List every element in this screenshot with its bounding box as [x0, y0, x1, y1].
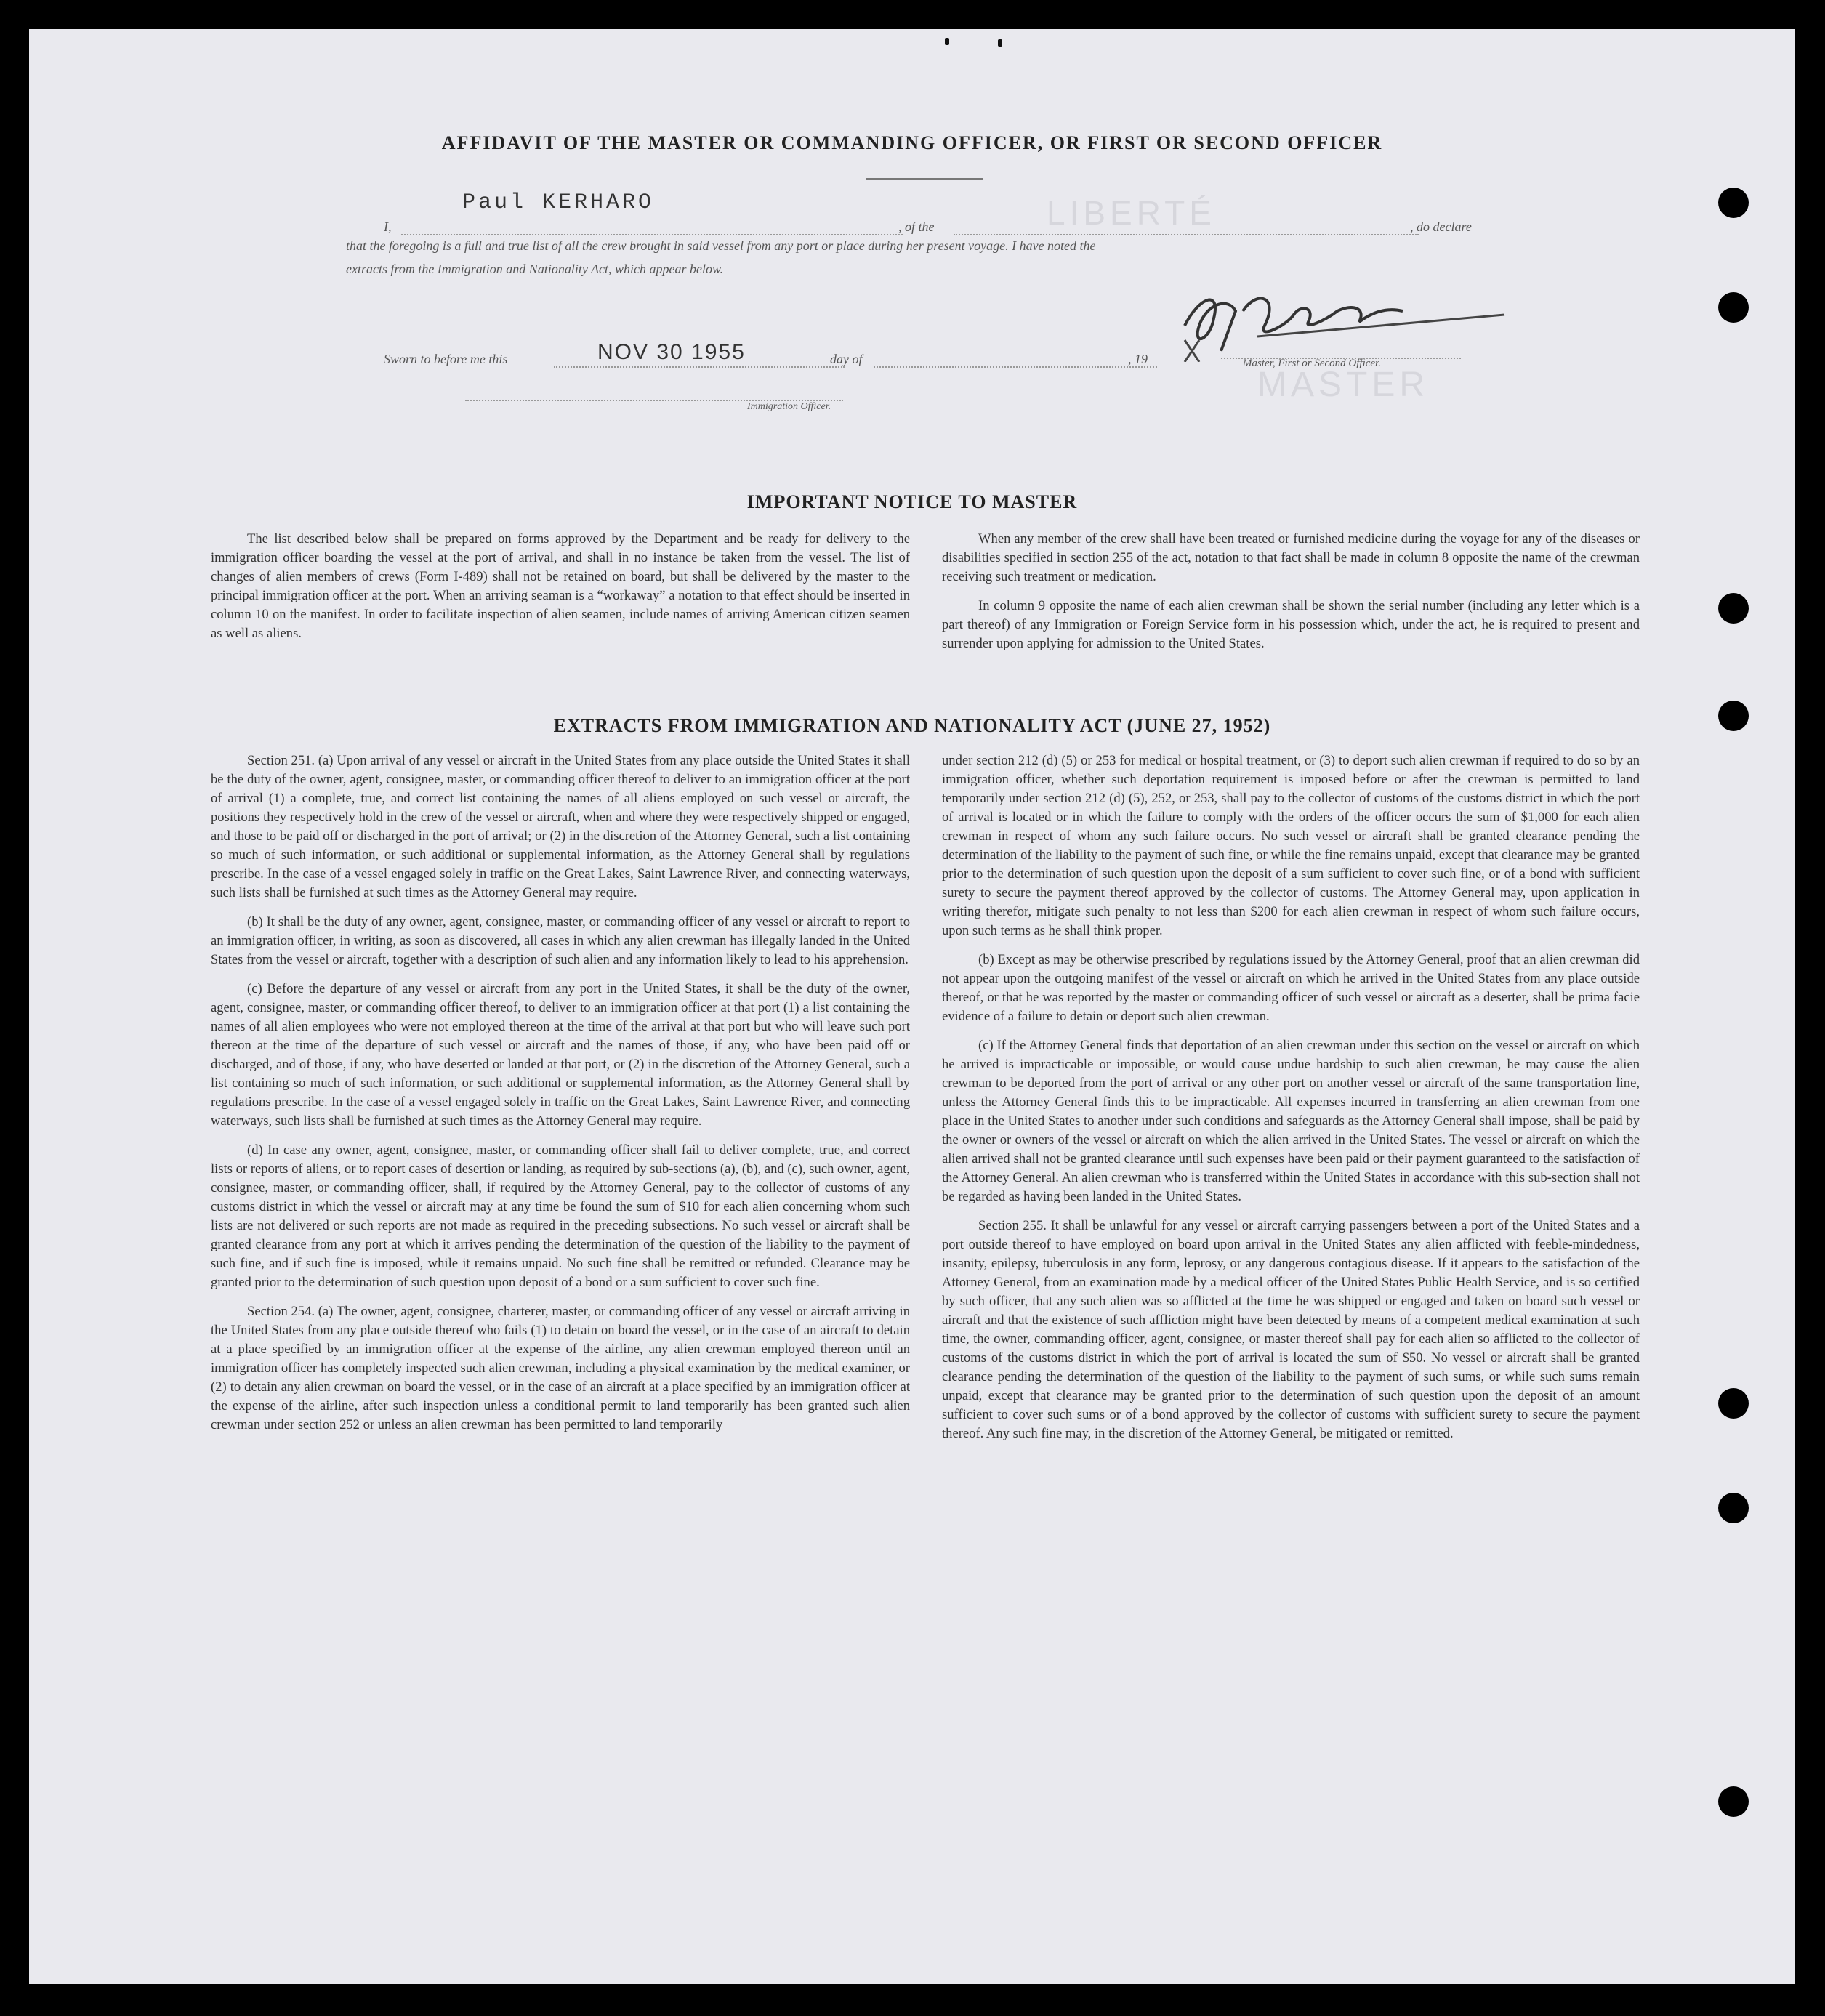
notice-left-paragraph: The list described below shall be prepared on forms approved by the Department and be ready for delivery to the immigration officer boarding the vessel at the port of arrival, and shall in no instance be taken from the vessel. The list of changes of alien members of crews (Form I-489) shall not be retained on board, but shall be delivered by the master to the principal immigration officer at the port. When an arriving seaman is a “workaway” a notation to that effect should be inserted in column 10 on the manifest. In order to facilitate inspection of alien seamen, include names of arriving American citizen seamen as well as aliens.	[211, 531, 910, 641]
notice-title: IMPORTANT NOTICE TO MASTER	[746, 491, 1078, 512]
section-251-d: (d) In case any owner, agent, consignee, master, or commanding officer shall fail to deliver complete, true, and correct lists or reports of aliens, or to report cases of desertion or landing, as required by sub-sections (a), (b), and (c), such owner, agent, consignee, master, or commanding officer, shall, if required by the Attorney General, pay to the collector of customs of any customs district in which the vessel or aircraft may at any time be found the sum of $10 for each alien concerning whom such lists are not delivered or such reports are not made as required in the preceding subsections. No such vessel or aircraft shall be granted clearance from any port at which it arrives pending the determination of the question of the liability to the payment of such fine, and if such fine is imposed, while it remains unpaid. No such fine shall be remitted or refunded. Clearance may be granted prior to the determination of such question upon deposit of a bond or a sum sufficient to cover such fine.	[211, 1142, 910, 1290]
declaration-line1: that the foregoing is a full and true list of all the crew brought in said vessel from any port or place during her present voyage. I have noted the	[346, 238, 1096, 253]
immigration-officer-label: Immigration Officer.	[747, 401, 831, 412]
signature-graphic	[1170, 282, 1512, 362]
section-251-b: (b) It shall be the duty of any owner, agent, consignee, master, or commanding officer of any vessel or aircraft to report to an immigration officer, in writing, as soon as discovered, all cases in which any alien crewman has illegally landed in the United States from the vessel or aircraft, together with a description of such alien and any information likely to lead to his apprehension.	[211, 914, 910, 967]
section-251-c: (c) Before the departure of any vessel or aircraft from any port in the United States, it shall be the duty of the owner, agent, consignee, master, or commanding officer thereof, to deliver to an immigration officer at that port (1) a list containing the names of all alien employees who were not employed thereon at the time of the arrival at that port but who will leave such port thereon at the time of the departure of such vessel or aircraft and the names of those, if any, who have been paid off or discharged, and of those, if any, who have deserted or landed at that port, or (2) in the discretion of the Attorney General, such a list containing so much of such information, or such additional or supplemental information, as the Attorney General shall by regulations prescribe. In the case of a vessel engaged solely in traffic on the Great Lakes, Saint Lawrence River, and connecting waterways, such lists shall be furnished at such times as the Attorney General may require.	[211, 981, 910, 1129]
punch-hole	[1718, 1388, 1749, 1419]
sworn-dotline	[554, 366, 845, 368]
extracts-left-column	[211, 751, 910, 1445]
section-251-a: Section 251. (a) Upon arrival of any vessel or aircraft in the United States from any place outside the United States it shall be the duty of the owner, agent, consignee, master, or commanding officer thereof to deliver to an immigration officer at the port of arrival (1) a complete, true, and correct list containing the names of all aliens employed on such vessel or aircraft, the positions they respectively hold in the crew of the vessel or aircraft, when and where they were respectively shipped or engaged, and those to be paid off or discharged in the port of arrival; or (2) in the discretion of the Attorney General, such a list containing so much of such information, or such additional or supplemental information, as the Attorney General shall by regulations prescribe. In the case of a vessel engaged solely in traffic on the Great Lakes, Saint Lawrence River, and connecting waterways, such lists shall be furnished at such times as the Attorney General may require.	[211, 753, 910, 900]
extracts-right-column	[942, 751, 1640, 1453]
notice-left-column	[211, 530, 910, 653]
scan-mark	[998, 39, 1002, 47]
notice-right-paragraph-2: In column 9 opposite the name of each alien crewman shall be shown the serial number (including any letter which is a part thereof) of any Immigration or Foreign Service form in his possession which, under the act, he is required to present and surrender upon applying for admission to the United States.	[942, 598, 1640, 651]
notice-right-column	[942, 530, 1640, 664]
punch-hole	[1718, 1786, 1749, 1817]
do-declare-label: , do declare	[1410, 219, 1472, 234]
punch-hole	[1718, 188, 1749, 218]
sworn-label: Sworn to before me this	[384, 352, 508, 366]
notice-right-paragraph-1: When any member of the crew shall have been treated or furnished medicine during the voyage for any of the diseases or disabilities specified in section 255 of the act, notation to that fact shall be made in column 8 opposite the name of the crewman receiving such treatment or medication.	[942, 531, 1640, 584]
sworn-date-stamp: NOV 30 1955	[597, 340, 746, 364]
affidavit-title: AFFIDAVIT OF THE MASTER OR COMMANDING OFFICER, OR FIRST OR SECOND OFFICER	[441, 132, 1383, 153]
title-rule	[866, 178, 983, 180]
officer-caption: Master, First or Second Officer.	[1243, 358, 1381, 369]
section-255: Section 255. It shall be unlawful for any vessel or aircraft carrying passengers between a port of the United States and a port outside thereof to have employed on board upon arrival in the United States any alien afflicted with feeble-mindedness, insanity, epilepsy, tuberculosis in any form, leprosy, or any dangerous contagious disease. If it appears to the satisfaction of the Attorney General, from an examination made by a medical officer of the United States Public Health Service, and is so certified by such officer, that any such alien was so afflicted at the time he was shipped or engaged and taken on board such vessel or aircraft and that the existence of such affliction might have been detected by means of a competent medical examination at such time, the owner, commanding officer, agent, consignee, or master thereof shall pay for each alien so afflicted to the collector of customs of the customs district in which the port of arrival is located the sum of $50. No vessel or aircraft shall be granted clearance pending the determination of the question of the liability to the payment of such sums, or while such sums remain unpaid, except that clearance may be granted prior to the determination of such question upon the deposit of an amount sufficient to cover such sums or of a bond approved by the collector of customs with sufficient surety to secure the payment thereof. Any such fine may, in the discretion of the Attorney General, be mitigated or remitted.	[942, 1218, 1640, 1441]
section-254-b: (b) Except as may be otherwise prescribed by regulations issued by the Attorney General, proof that an alien crewman did not appear upon the outgoing manifest of the vessel or aircraft on which he arrived in the United States from any place outside thereof, or that he was reported by the master or commanding officer of such vessel or aircraft as a deserter, shall be prima facie evidence of a failure to detain or deport such alien crewman.	[942, 952, 1640, 1024]
year-label: , 19	[1128, 352, 1148, 366]
section-254-a: Section 254. (a) The owner, agent, consignee, charterer, master, or commanding officer of any vessel or aircraft arriving in the United States from any place outside thereof who fails (1) to detain on board the vessel, or in the case of an aircraft to detain at a place specified by an immigration officer at the expense of the airline, any alien crewman employed thereon until an immigration officer has completely inspected such alien crewman, including a physical examination by the medical examiner, or (2) to detain any alien crewman on board the vessel, or in the case of an aircraft at a place specified by an immigration officer at the expense of the airline, after such inspection unless a conditional permit to land temporarily has been granted such alien crewman under section 252 or unless an alien crewman has been permitted to land temporarily	[211, 1304, 910, 1432]
master-name: Paul KERHARO	[462, 190, 655, 215]
declaration-line2: extracts from the Immigration and Nationality Act, which appear below.	[346, 262, 724, 276]
extracts-title: EXTRACTS FROM IMMIGRATION AND NATIONALITY ACT (JUNE 27, 1952)	[553, 715, 1271, 736]
day-of-label: day of	[830, 352, 863, 366]
punch-hole	[1718, 292, 1749, 323]
day-of-dotline	[874, 366, 1157, 368]
document-page	[29, 29, 1795, 1984]
section-254-a-continued: under section 212 (d) (5) or 253 for medical or hospital treatment, or (3) to deport such alien crewman if required to do so by an immigration officer, whether such deportation requirement is imposed before or after the crewman is permitted to land temporarily under section 212 (d) (5), 252, or 253, shall pay to the collector of customs of the customs district in which the port of arrival is located or in which the failure to comply with the orders of the officer occurs the sum of $1,000 for each alien crewman in respect of whom any such failure occurs. No such vessel or aircraft shall be granted clearance pending the determination of the liability to the payment of such fine, or while the fine remains unpaid, except that clearance may be granted prior to the determination of such question upon the deposit of a sum sufficient to cover such fine, or of a bond with sufficient surety to secure the payment thereof approved by the collector of customs. The Attorney General may, upon application in writing therefor, mitigate such penalty to not less than $200 for each alien crewman in respect of whom such failure occurs, upon such terms as he shall think proper.	[942, 753, 1640, 938]
vessel-dotline	[954, 234, 1419, 235]
name-dotline	[401, 234, 903, 235]
punch-hole	[1718, 593, 1749, 624]
scan-mark	[945, 38, 949, 45]
vessel-stamp: LIBERTÉ	[1047, 194, 1216, 232]
punch-hole	[1718, 1493, 1749, 1523]
master-stamp: MASTER	[1257, 366, 1430, 404]
section-254-c: (c) If the Attorney General finds that deportation of an alien crewman under this section on the vessel or aircraft on which he arrived is impracticable or impossible, or would cause undue hardship to such alien crewman, he may cause the alien crewman to be deported from the port of arrival or any other port on another vessel or aircraft of the same transportation line, unless the Attorney General finds this to be impracticable. All expenses incurred in transferring an alien crewman from one place in the United States to another under such conditions and safeguards as the Attorney General shall impose, shall be paid by the owner or owners of the vessel or aircraft on which the alien arrived in the United States. The vessel or aircraft on which the alien arrived shall not be granted clearance until such expenses have been paid or their payment guaranteed to the satisfaction of the Attorney General. An alien crewman who is transferred within the United States in accordance with this sub-section shall not be regarded as having been landed in the United States.	[942, 1038, 1640, 1204]
i-label: I,	[384, 219, 392, 234]
of-the-label: , of the	[898, 219, 935, 234]
